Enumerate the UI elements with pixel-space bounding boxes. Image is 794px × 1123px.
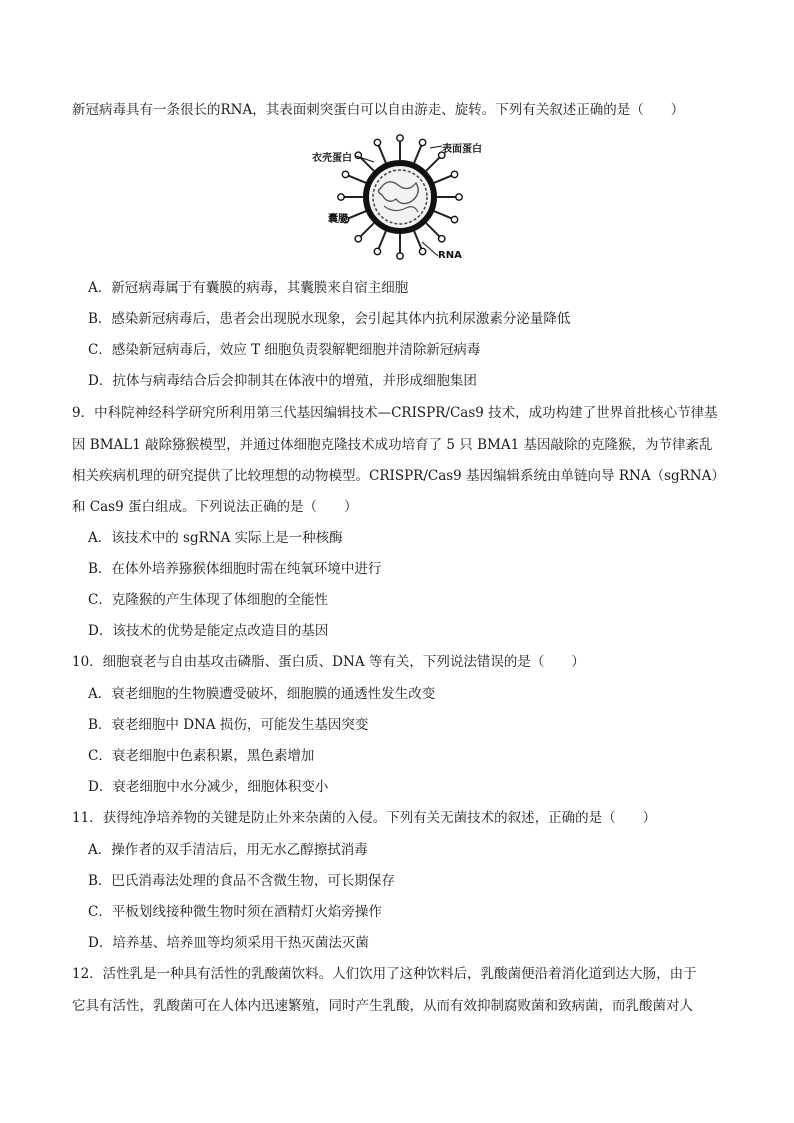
- q10-option-b: B．衰老细胞中 DNA 损伤，可能发生基因突变: [88, 717, 369, 733]
- q9-option-b: B．在体外培养猕猴体细胞时需在纯氧环境中进行: [88, 561, 382, 577]
- spike-stalk: [348, 176, 366, 183]
- q9-stem-line-2: 因 BMAL1 敲除猕猴模型，并通过体细胞克隆技术成功培育了 5 只 BMA1 基因敲除的克隆猴，为节律紊乱: [72, 437, 713, 453]
- spike-stalk: [414, 145, 421, 163]
- q11-option-c: C．平板划线接种微生物时须在酒精灯火焰旁操作: [88, 904, 382, 920]
- label-surface-protein: 表面蛋白: [442, 144, 482, 155]
- spike-head: [374, 139, 380, 145]
- q10-stem: 10．细胞衰老与自由基攻击磷脂、蛋白质、DNA 等有关，下列说法错误的是（ ）: [72, 654, 585, 670]
- spike-head: [439, 236, 445, 242]
- spike-head: [456, 194, 462, 200]
- q8-stem: 新冠病毒具有一条很长的RNA，其表面刺突蛋白可以自由游走、旋转。下列有关叙述正确的是（ ）: [72, 102, 685, 118]
- q10-option-c: C．衰老细胞中色素积累，黑色素增加: [88, 748, 315, 764]
- spike-stalk: [379, 145, 386, 163]
- spike-head: [451, 171, 457, 177]
- q9-stem-line-1: 9．中科院神经科学研究所利用第三代基因编辑技术—CRISPR/Cas9 技术，成功构建了世界首批核心节律基: [72, 405, 718, 421]
- q11-stem: 11．获得纯净培养物的关键是防止外来杂菌的入侵。下列有关无菌技术的叙述，正确的是（ ）: [72, 810, 657, 826]
- q11-option-d: D．培养基、培养皿等均须采用干热灭菌法灭菌: [88, 935, 369, 951]
- spike-head: [338, 194, 344, 200]
- spike-stalk: [414, 231, 421, 249]
- spike-head: [397, 135, 403, 141]
- label-rna: RNA: [438, 250, 462, 261]
- q8-option-a: A．新冠病毒属于有囊膜的病毒，其囊膜来自宿主细胞: [88, 280, 409, 296]
- spike-stalk: [434, 211, 452, 218]
- label-envelope: 囊膜: [328, 214, 348, 225]
- spike-head: [419, 248, 425, 254]
- spike-stalk: [434, 176, 452, 183]
- spike-stalk: [426, 223, 439, 236]
- q9-stem-line-4: 和 Cas9 蛋白组成。下列说法正确的是（ ）: [72, 499, 358, 515]
- spike-head: [355, 236, 361, 242]
- q8-option-d: D．抗体与病毒结合后会抑制其在体液中的增殖，并形成细胞集团: [88, 373, 477, 389]
- q12-stem-line-2: 它具有活性，乳酸菌可在人体内迅速繁殖，同时产生乳酸，从而有效抑制腐败菌和致病菌，而乳酸菌对人: [72, 998, 693, 1014]
- q11-option-b: B．巴氏消毒法处理的食品不含微生物，可长期保存: [88, 873, 395, 889]
- spike-stalk: [379, 231, 386, 249]
- q8-option-b: B．感染新冠病毒后，患者会出现脱水现象，会引起其体内抗利尿激素分泌量降低: [88, 311, 571, 327]
- spike-stalk: [360, 223, 373, 236]
- spike-head: [397, 253, 403, 259]
- virus-figure: [312, 134, 498, 264]
- spike-stalk: [426, 157, 439, 170]
- q9-stem-line-3: 相关疾病机理的研究提供了比较理想的动物模型。CRISPR/Cas9 基因编辑系统由单链向导 RNA（sgRNA）: [72, 468, 725, 484]
- spike-head: [374, 248, 380, 254]
- q11-option-a: A．操作者的双手清洁后，用无水乙醇擦拭消毒: [88, 842, 368, 858]
- label-capsid-protein: 衣壳蛋白: [312, 153, 352, 164]
- q9-option-d: D．该技术的优势是能定点改造目的基因: [88, 623, 329, 639]
- q9-option-a: A．该技术中的 sgRNA 实际上是一种核酶: [88, 530, 343, 546]
- spike-head: [451, 216, 457, 222]
- spike-head: [419, 139, 425, 145]
- q10-option-d: D．衰老细胞中水分减少，细胞体积变小: [88, 779, 329, 795]
- q10-option-a: A．衰老细胞的生物膜遭受破坏，细胞膜的通透性发生改变: [88, 686, 436, 702]
- q9-option-c: C．克隆猴的产生体现了体细胞的全能性: [88, 592, 328, 608]
- spike-head: [342, 171, 348, 177]
- q12-stem-line-1: 12．活性乳是一种具有活性的乳酸菌饮料。人们饮用了这种饮料后，乳酸菌便沿着消化道到达大肠，由于: [72, 966, 697, 982]
- q8-option-c: C．感染新冠病毒后，效应 T 细胞负责裂解靶细胞并清除新冠病毒: [88, 342, 481, 358]
